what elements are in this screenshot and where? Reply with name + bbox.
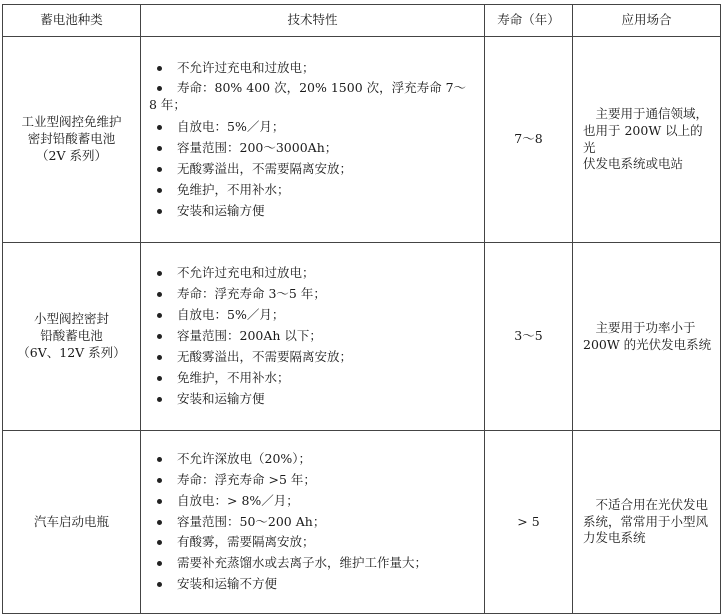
application-cell xyxy=(573,37,721,243)
feature-item: 无酸雾溢出，不需要隔离安放； xyxy=(177,347,476,368)
type-line: 汽车启动电瓶 xyxy=(33,513,109,529)
header-row xyxy=(3,5,721,37)
feature-item: 自放电：> 8%／月； xyxy=(177,491,476,512)
feature-item: 寿命：浮充寿命 3～5 年； xyxy=(177,284,476,305)
feature-item: 有酸雾，需要隔离安放； xyxy=(177,532,476,553)
feature-item: 需要补充蒸馏水或去离子水，维护工作量大； xyxy=(177,553,476,574)
features-cell xyxy=(141,243,485,431)
type-line: （6V、12V 系列） xyxy=(17,344,126,360)
feature-item: 容量范围：200～3000Ah； xyxy=(177,138,476,159)
feature-item xyxy=(149,78,476,117)
feature-item: 安装和运输不方便 xyxy=(177,574,476,595)
table-row xyxy=(3,431,721,614)
battery-comparison-table xyxy=(2,4,721,614)
app-line: 主要用于功率小于 xyxy=(595,319,696,335)
feature-item: 容量范围：200Ah 以下； xyxy=(177,326,476,347)
life-cell: 7～8 xyxy=(485,37,573,243)
type-line: 铅酸蓄电池 xyxy=(40,328,103,344)
app-line: 主要用于通信领域， xyxy=(595,105,709,121)
battery-type-cell xyxy=(3,37,141,243)
application-cell xyxy=(573,243,721,431)
feature-text-continued: 8 年； xyxy=(149,97,186,113)
feature-item: 免维护，不用补水； xyxy=(177,368,476,389)
type-line: 小型阀控密封 xyxy=(33,311,109,327)
header-life: 寿命（年） xyxy=(485,5,573,37)
application-cell xyxy=(573,431,721,614)
feature-item: 安装和运输方便 xyxy=(177,389,476,410)
table-row xyxy=(3,37,721,243)
app-line: 系统，常常用于小型风 xyxy=(583,513,709,529)
header-features: 技术特性 xyxy=(141,5,485,37)
feature-item: 安装和运输方便 xyxy=(177,201,476,222)
feature-item: 不允许过充电和过放电； xyxy=(177,58,476,79)
battery-type-cell xyxy=(3,243,141,431)
app-line: 伏发电系统或电站 xyxy=(583,156,684,172)
header-type: 蓄电池种类 xyxy=(3,5,141,37)
feature-item: 寿命：浮充寿命 >5 年； xyxy=(177,470,476,491)
features-cell xyxy=(141,431,485,614)
app-line: 力发电系统 xyxy=(583,530,646,546)
type-line: （2V 系列） xyxy=(36,147,107,163)
battery-type-cell xyxy=(3,431,141,614)
feature-item: 自放电：5%／月； xyxy=(177,305,476,326)
type-line: 工业型阀控免维护 xyxy=(21,114,122,130)
feature-item: 无酸雾溢出，不需要隔离安放； xyxy=(177,159,476,180)
feature-item: 不允许深放电（20%）； xyxy=(177,449,476,470)
feature-text: 寿命：80% 400 次，20% 1500 次，浮充寿命 7～ xyxy=(177,80,467,96)
header-application: 应用场合 xyxy=(573,5,721,37)
app-line: 不适合用在光伏发电 xyxy=(595,496,709,512)
feature-list xyxy=(141,449,476,595)
life-cell: > 5 xyxy=(485,431,573,614)
feature-item: 容量范围：50～200 Ah； xyxy=(177,512,476,533)
feature-item: 免维护，不用补水； xyxy=(177,180,476,201)
life-cell: 3～5 xyxy=(485,243,573,431)
app-line: 也用于 200W 以上的光 xyxy=(583,122,703,155)
feature-list xyxy=(141,263,476,409)
features-cell xyxy=(141,37,485,243)
feature-item: 自放电：5%／月； xyxy=(177,117,476,138)
type-line: 密封铅酸蓄电池 xyxy=(27,131,116,147)
feature-list xyxy=(141,58,476,222)
table-row xyxy=(3,243,721,431)
feature-item: 不允许过充电和过放电； xyxy=(177,263,476,284)
app-line: 200W 的光伏发电系统 xyxy=(583,336,712,352)
